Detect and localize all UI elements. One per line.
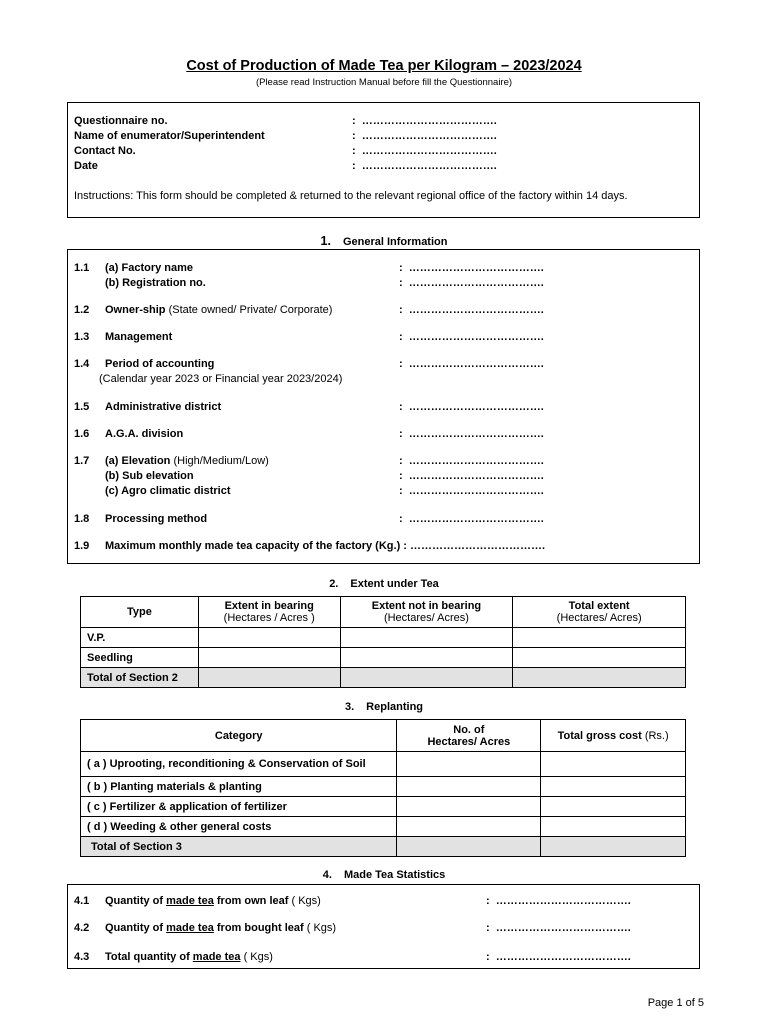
- item-4-3-number: 4.3: [74, 951, 90, 963]
- section-1-number: 1.: [320, 234, 331, 248]
- item-1-6-number: 1.6: [74, 428, 90, 440]
- category-header: Category: [81, 720, 397, 752]
- input-cell[interactable]: [198, 668, 340, 688]
- aga-division-label: A.G.A. division: [105, 428, 184, 440]
- aga-division-field[interactable]: : ……………………………….: [399, 428, 544, 440]
- table-row: [81, 628, 686, 648]
- extent-table: [80, 596, 686, 688]
- item-1-8-number: 1.8: [74, 513, 90, 525]
- agro-district-label: (c) Agro climatic district: [105, 485, 231, 497]
- total-made-tea-label: Total quantity of made tea ( Kgs): [105, 951, 273, 963]
- processing-method-field[interactable]: : ……………………………….: [399, 513, 544, 525]
- management-label: Management: [105, 331, 173, 343]
- processing-method-label: Processing method: [105, 513, 208, 525]
- agro-district-field[interactable]: : ……………………………….: [399, 485, 544, 497]
- total-row: [81, 837, 686, 857]
- date-field[interactable]: : ……………………………….: [352, 160, 497, 172]
- table-row: [81, 648, 686, 668]
- registration-no-field[interactable]: : ……………………………….: [399, 277, 544, 289]
- sub-elevation-label: (b) Sub elevation: [105, 470, 194, 482]
- enumerator-field[interactable]: : ……………………………….: [352, 130, 497, 142]
- type-header: Type: [81, 597, 199, 628]
- bought-leaf-field[interactable]: : ……………………………….: [486, 922, 631, 934]
- capacity-label: Maximum monthly made tea capacity of the factory (Kg.) :: [105, 540, 407, 552]
- accounting-period-field[interactable]: : ……………………………….: [399, 358, 544, 370]
- section-2-title: Extent under Tea: [350, 578, 439, 590]
- input-cell[interactable]: [397, 817, 541, 837]
- item-1-7-number: 1.7: [74, 455, 90, 467]
- section-1-heading: [0, 234, 768, 248]
- admin-district-label: Administrative district: [105, 401, 222, 413]
- input-cell[interactable]: [198, 628, 340, 648]
- sub-elevation-field[interactable]: : ……………………………….: [399, 470, 544, 482]
- instructions-text: Instructions: This form should be completed & returned to the relevant regional office of the factory within 14 days.: [74, 190, 628, 202]
- item-4-1-number: 4.1: [74, 895, 90, 907]
- item-1-5-number: 1.5: [74, 401, 90, 413]
- not-bearing-header: Extent not in bearing (Hectares/ Acres): [340, 597, 513, 628]
- section-2-number: 2.: [329, 578, 339, 590]
- input-cell[interactable]: [340, 668, 513, 688]
- row-label-total-3: Total of Section 3: [81, 837, 397, 857]
- section-3-title: Replanting: [366, 701, 424, 713]
- accounting-period-label: Period of accounting: [105, 358, 215, 370]
- input-cell[interactable]: [541, 837, 686, 857]
- date-label: Date: [74, 160, 98, 172]
- row-label-vp: V.P.: [81, 628, 199, 648]
- input-cell[interactable]: [397, 837, 541, 857]
- input-cell[interactable]: [198, 648, 340, 668]
- contact-field[interactable]: : ……………………………….: [352, 145, 497, 157]
- factory-name-field[interactable]: : ……………………………….: [399, 262, 544, 274]
- input-cell[interactable]: [340, 648, 513, 668]
- accounting-period-note: (Calendar year 2023 or Financial year 2023/2024): [99, 373, 343, 385]
- own-leaf-field[interactable]: : ……………………………….: [486, 895, 631, 907]
- bought-leaf-label: Quantity of made tea from bought leaf ( Kgs): [105, 922, 337, 934]
- input-cell[interactable]: [513, 668, 686, 688]
- row-label-seedling: Seedling: [81, 648, 199, 668]
- row-label-planting: ( b ) Planting materials & planting: [81, 777, 397, 797]
- input-cell[interactable]: [513, 628, 686, 648]
- replanting-table: [80, 719, 686, 857]
- contact-label: Contact No.: [74, 145, 136, 157]
- management-field[interactable]: : ……………………………….: [399, 331, 544, 343]
- table-header-row: [81, 597, 686, 628]
- input-cell[interactable]: [541, 752, 686, 777]
- row-label-weeding: ( d ) Weeding & other general costs: [81, 817, 397, 837]
- item-1-1-number: 1.1: [74, 262, 90, 274]
- hectares-header: No. of Hectares/ Acres: [397, 720, 541, 752]
- questionnaire-no-label: Questionnaire no.: [74, 115, 168, 127]
- input-cell[interactable]: [541, 777, 686, 797]
- input-cell[interactable]: [513, 648, 686, 668]
- admin-district-field[interactable]: : ……………………………….: [399, 401, 544, 413]
- questionnaire-no-field[interactable]: : ……………………………….: [352, 115, 497, 127]
- section-2-heading: [0, 578, 768, 590]
- section-4-title: Made Tea Statistics: [343, 869, 446, 881]
- document-subtitle: (Please read Instruction Manual before fill the Questionnaire): [255, 77, 513, 88]
- item-1-3-number: 1.3: [74, 331, 90, 343]
- row-label-fertilizer: ( c ) Fertilizer & application of fertilizer: [81, 797, 397, 817]
- item-1-4-number: 1.4: [74, 358, 90, 370]
- capacity-field[interactable]: ……………………………….: [410, 540, 546, 552]
- total-extent-header: Total extent (Hectares/ Acres): [513, 597, 686, 628]
- section-3-number: 3.: [344, 701, 355, 713]
- input-cell[interactable]: [397, 797, 541, 817]
- table-header-row: [81, 720, 686, 752]
- input-cell[interactable]: [397, 777, 541, 797]
- table-row: [81, 817, 686, 837]
- total-made-tea-field[interactable]: : ……………………………….: [486, 951, 631, 963]
- section-4-number: 4.: [322, 869, 332, 881]
- registration-no-label: (b) Registration no.: [105, 277, 206, 289]
- ownership-label: Owner-ship (State owned/ Private/ Corporate): [105, 304, 333, 316]
- elevation-field[interactable]: : ……………………………….: [399, 455, 544, 467]
- item-1-9-number: 1.9: [74, 540, 90, 552]
- section-3-heading: [0, 701, 768, 713]
- gross-cost-header: Total gross cost (Rs.): [541, 720, 686, 752]
- own-leaf-label: Quantity of made tea from own leaf ( Kgs): [105, 895, 321, 907]
- item-1-2-number: 1.2: [74, 304, 90, 316]
- input-cell[interactable]: [340, 628, 513, 648]
- section-1-title: General Information: [342, 236, 448, 248]
- row-label-uprooting: ( a ) Uprooting, reconditioning & Conservation of Soil: [81, 752, 397, 777]
- table-row: [81, 777, 686, 797]
- page-number: Page 1 of 5: [647, 997, 704, 1009]
- input-cell[interactable]: [541, 797, 686, 817]
- ownership-field[interactable]: : ……………………………….: [399, 304, 544, 316]
- elevation-label: (a) Elevation (High/Medium/Low): [105, 455, 269, 467]
- item-4-2-number: 4.2: [74, 922, 90, 934]
- factory-name-label: (a) Factory name: [105, 262, 194, 274]
- enumerator-label: Name of enumerator/Superintendent: [74, 130, 265, 142]
- row-label-total-2: Total of Section 2: [81, 668, 199, 688]
- input-cell[interactable]: [541, 817, 686, 837]
- document-title: Cost of Production of Made Tea per Kilogram – 2023/2024: [186, 58, 582, 74]
- section-4-heading: [0, 869, 768, 881]
- table-row: [81, 752, 686, 777]
- bearing-header: Extent in bearing (Hectares / Acres ): [198, 597, 340, 628]
- table-row: [81, 797, 686, 817]
- input-cell[interactable]: [397, 752, 541, 777]
- total-row: [81, 668, 686, 688]
